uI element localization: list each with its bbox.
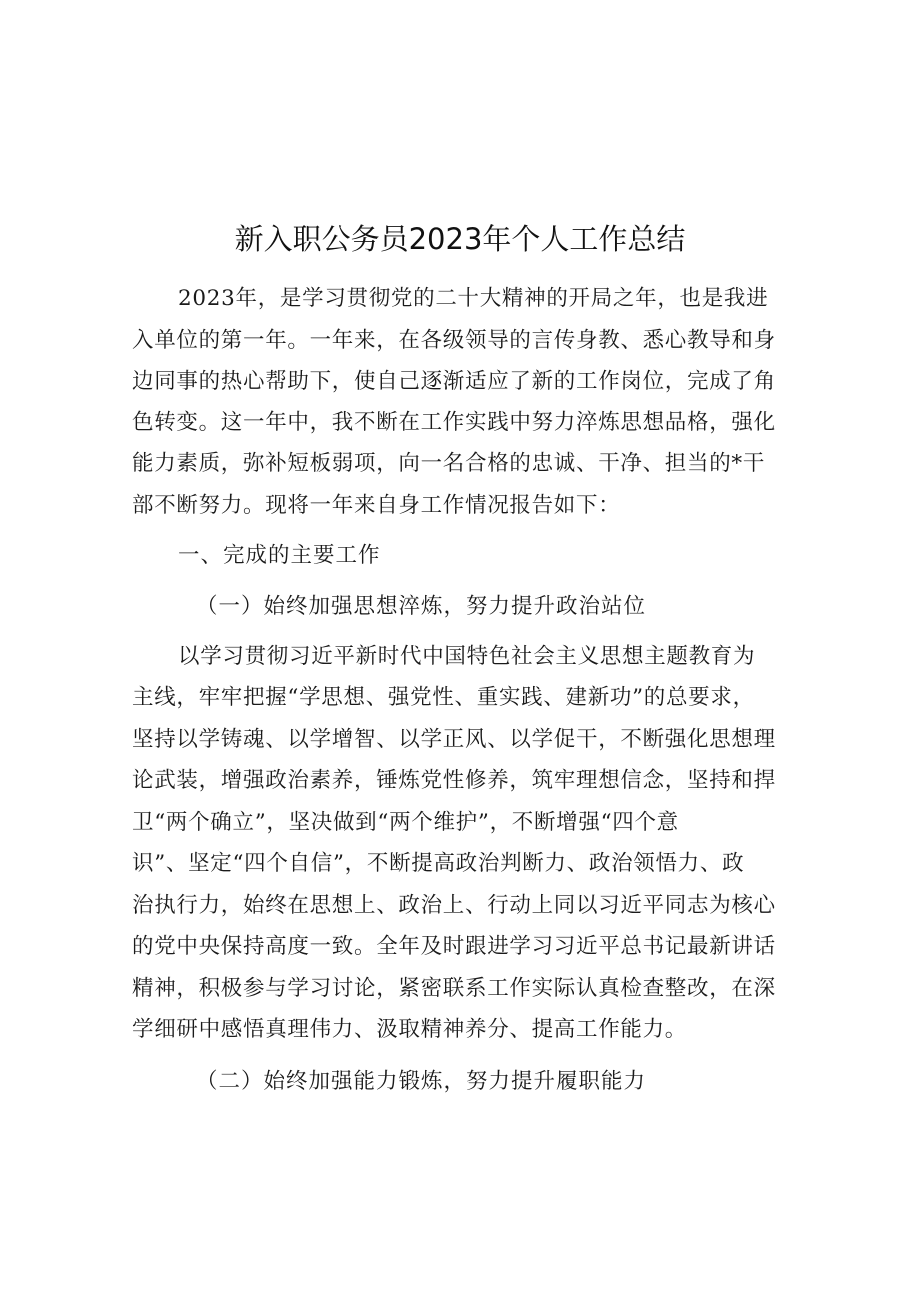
- body-line-9: 精神，积极参与学习讨论，紧密联系工作实际认真检查整改，在深: [132, 976, 776, 1001]
- section-heading-1: 一、完成的主要工作: [178, 543, 381, 568]
- document-title: 新入职公务员2023年个人工作总结: [234, 222, 686, 256]
- body-line-6: 识”、坚定“四个自信”，不断提高政治判断力、政治领悟力、政: [132, 851, 745, 876]
- body-line-2: 主线，牢牢把握“学思想、强党性、重实践、建新功”的总要求，: [132, 685, 755, 710]
- subsection-heading-1: （一）始终加强思想淬炼，努力提升政治站位: [196, 594, 647, 619]
- intro-line-1: 2023年，是学习贯彻党的二十大精神的开局之年，也是我进: [178, 286, 769, 311]
- body-line-10: 学细研中感悟真理伟力、汲取精神养分、提高工作能力。: [132, 1017, 688, 1042]
- body-line-5: 卫“两个确立”，坚决做到“两个维护”，不断增强“四个意: [132, 810, 679, 835]
- intro-line-3: 边同事的热心帮助下，使自己逐渐适应了新的工作岗位，完成了角: [132, 369, 776, 394]
- body-line-1: 以学习贯彻习近平新时代中国特色社会主义思想主题教育为: [178, 644, 756, 669]
- subsection-heading-2: （二）始终加强能力锻炼，努力提升履职能力: [196, 1069, 647, 1094]
- body-line-4: 论武装，增强政治素养，锤炼党性修养，筑牢理想信念，坚持和捍: [132, 768, 776, 793]
- intro-line-4: 色转变。这一年中，我不断在工作实践中努力淬炼思想品格，强化: [132, 410, 776, 435]
- body-line-7: 治执行力，始终在思想上、政治上、行动上同以习近平同志为核心: [132, 893, 776, 918]
- body-line-3: 坚持以学铸魂、以学增智、以学正风、以学促干，不断强化思想理: [132, 727, 776, 752]
- intro-line-5: 能力素质，弥补短板弱项，向一名合格的忠诚、干净、担当的*干: [132, 451, 766, 476]
- body-line-8: 的党中央保持高度一致。全年及时跟进学习习近平总书记最新讲话: [132, 934, 776, 959]
- intro-line-6: 部不断努力。现将一年来自身工作情况报告如下：: [132, 493, 621, 518]
- intro-line-2: 入单位的第一年。一年来，在各级领导的言传身教、悉心教导和身: [132, 328, 776, 353]
